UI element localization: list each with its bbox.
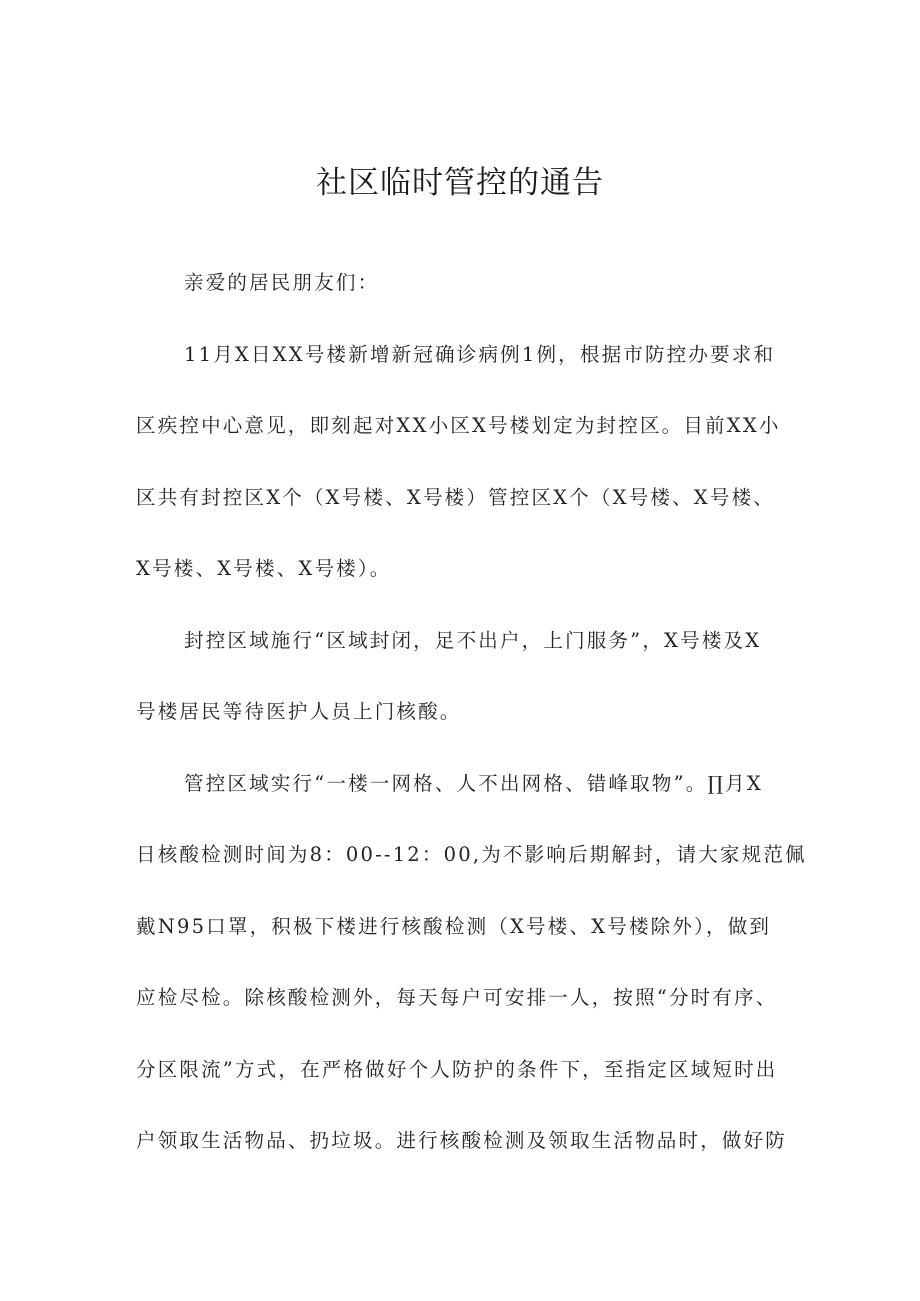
- document-body: [136, 258, 807, 1188]
- text-line: 11月X日XX号楼新增新冠确诊病例1例，根据市防控办要求和: [184, 342, 776, 366]
- text-line: 区疾控中心意见，即刻起对XX小区X号楼划定为封控区。目前XX小: [136, 414, 781, 437]
- text-line: X号楼、X号楼、X号楼）。: [136, 557, 392, 580]
- text-line: 日核酸检测时间为8：00--12：00,为不影响后期解封，请大家规范佩: [136, 843, 807, 866]
- text-line: 号楼居民等待医护人员上门核酸。: [136, 700, 462, 723]
- text-line: 封控区域施行“区域封闭，足不出户，上门服务”，X号楼及X: [184, 628, 762, 652]
- text-line: 应检尽检。除核酸检测外，每天每户可安排一人，按照“分时有序、: [136, 986, 778, 1009]
- text-line: 管控区域实行“一楼一网格、人不出网格、错峰取物”。∏月X: [184, 771, 763, 795]
- document-title: 社区临时管控的通告: [316, 165, 604, 201]
- text-line: 户领取生活物品、扔垃圾。进行核酸检测及领取生活物品时，做好防: [136, 1129, 788, 1152]
- text-line: 戴N95口罩，积极下楼进行核酸检测（X号楼、X号楼除外），做到: [136, 914, 772, 938]
- text-line: 亲爱的居民朋友们：: [184, 271, 380, 294]
- text-line: 区共有封控区X个（X号楼、X号楼）管控区X个（X号楼、X号楼、: [136, 485, 775, 509]
- text-line: 分区限流”方式，在严格做好个人防护的条件下，至指定区域短时出: [136, 1057, 778, 1081]
